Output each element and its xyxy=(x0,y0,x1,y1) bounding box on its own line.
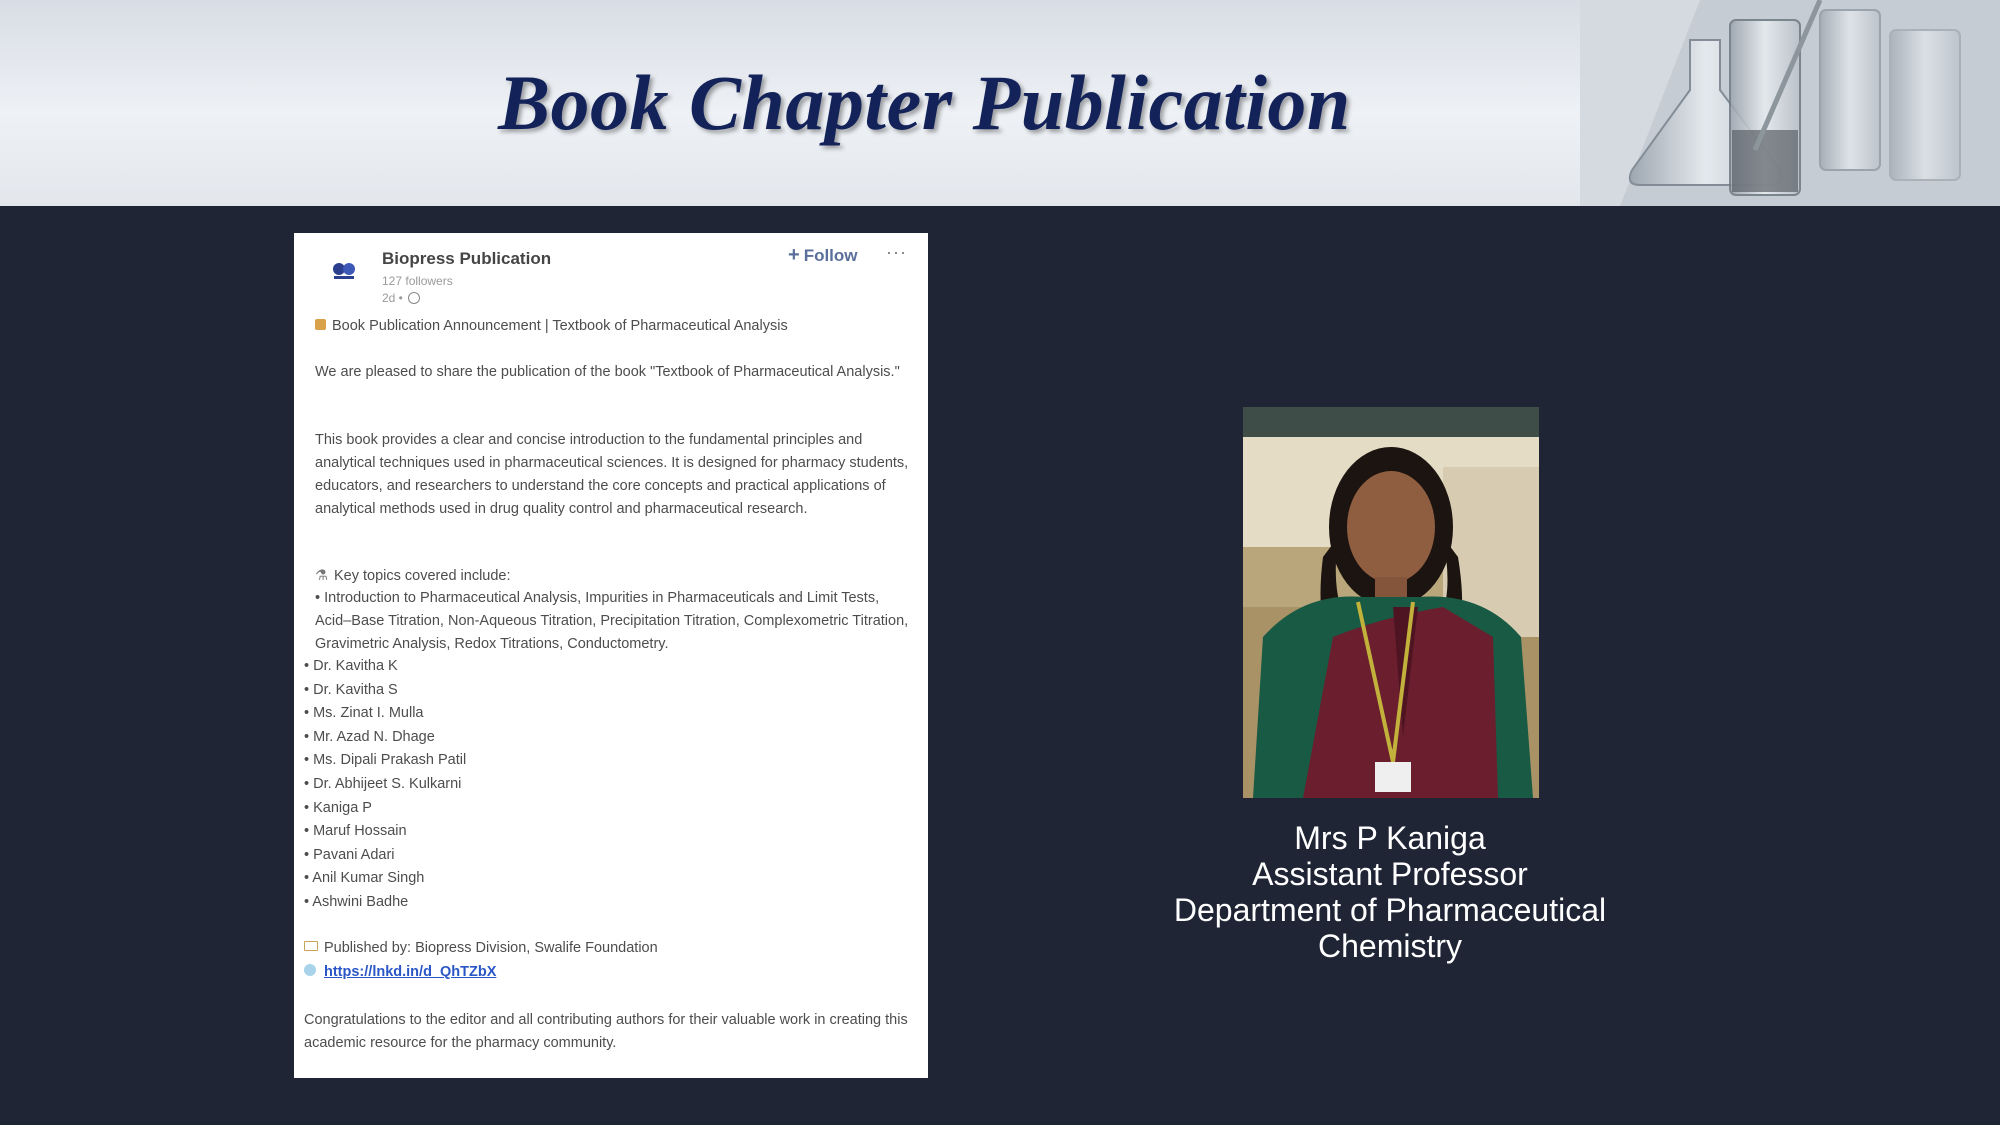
profile-department-line-1: Department of Pharmaceutical xyxy=(1173,892,1607,928)
topics-heading-text: Key topics covered include: xyxy=(334,568,511,584)
list-item: • Pavani Adari xyxy=(304,846,395,863)
post-link-row xyxy=(304,961,496,984)
flask-icon: ⚗ xyxy=(315,568,328,584)
follow-label: Follow xyxy=(803,246,858,265)
post-link[interactable]: https://lnkd.in/d_QhTZbX xyxy=(324,964,497,980)
author-list xyxy=(304,655,466,915)
list-item: • Kaniga P xyxy=(304,799,372,816)
list-item: • Dr. Abhijeet S. Kulkarni xyxy=(304,775,462,792)
post-headline xyxy=(315,315,910,338)
profile-caption xyxy=(1110,820,1670,964)
list-item: • Anil Kumar Singh xyxy=(304,870,425,887)
open-book-icon xyxy=(304,941,318,951)
congrats-text: Congratulations to the editor and all contributing authors for their valuable work in creating this academic resource for the pharmacy community. xyxy=(304,1012,908,1051)
published-by xyxy=(304,937,658,960)
list-item: • Mr. Azad N. Dhage xyxy=(304,728,435,745)
topics-list: • Introduction to Pharmaceutical Analysis, Impurities in Pharmaceuticals and Limit Tests, Acid–Base Titration, Non-Aqueous Titration, Precipitation Titration, Complexometric Titration, Gravimetric Analysis, Redox Titrations, Conductometry. xyxy=(315,590,909,652)
header-band xyxy=(0,0,2000,206)
profile-name: Mrs P Kaniga xyxy=(1294,820,1486,856)
linkedin-post-card xyxy=(294,233,928,1078)
post-time-text: 2d • xyxy=(382,291,403,305)
list-item: • Dr. Kavitha S xyxy=(304,681,398,698)
list-item: • Maruf Hossain xyxy=(304,823,407,840)
follower-count: 127 followers xyxy=(382,274,453,288)
topics-heading xyxy=(315,565,910,588)
published-by-text: Published by: Biopress Division, Swalife Foundation xyxy=(324,940,658,956)
list-item: • Ms. Dipali Prakash Patil xyxy=(304,752,467,769)
lab-glassware-image xyxy=(1580,0,2000,206)
profile-photo xyxy=(1243,407,1539,798)
profile-department-line-2: Chemistry xyxy=(1317,928,1462,964)
profile-role: Assistant Professor xyxy=(1252,856,1528,892)
plus-icon: + xyxy=(788,244,800,266)
biopress-logo-icon xyxy=(330,260,358,284)
org-name[interactable]: Biopress Publication xyxy=(382,249,552,268)
more-options-button[interactable]: ··· xyxy=(886,242,907,262)
books-icon xyxy=(315,319,326,330)
link-icon xyxy=(304,964,316,976)
post-headline-text: Book Publication Announcement | Textbook of Pharmaceutical Analysis xyxy=(332,318,788,334)
post-time xyxy=(382,287,420,310)
post-paragraph-1: We are pleased to share the publication of the book "Textbook of Pharmaceutical Analysis." xyxy=(315,364,900,380)
post-paragraph-2: This book provides a clear and concise introduction to the fundamental principles and analytical techniques used in pharmaceutical sciences. It is designed for pharmacy students, educators, and researchers to understand the core concepts and practical applications of analytical methods used in drug quality control and pharmaceutical research. xyxy=(315,432,909,517)
follow-button[interactable] xyxy=(788,244,858,267)
globe-icon xyxy=(408,292,420,304)
list-item: • Ashwini Badhe xyxy=(304,893,409,910)
list-item: • Dr. Kavitha K xyxy=(304,658,398,674)
slide-title: Book Chapter Publication xyxy=(498,59,1351,146)
list-item: • Ms. Zinat I. Mulla xyxy=(304,705,424,722)
